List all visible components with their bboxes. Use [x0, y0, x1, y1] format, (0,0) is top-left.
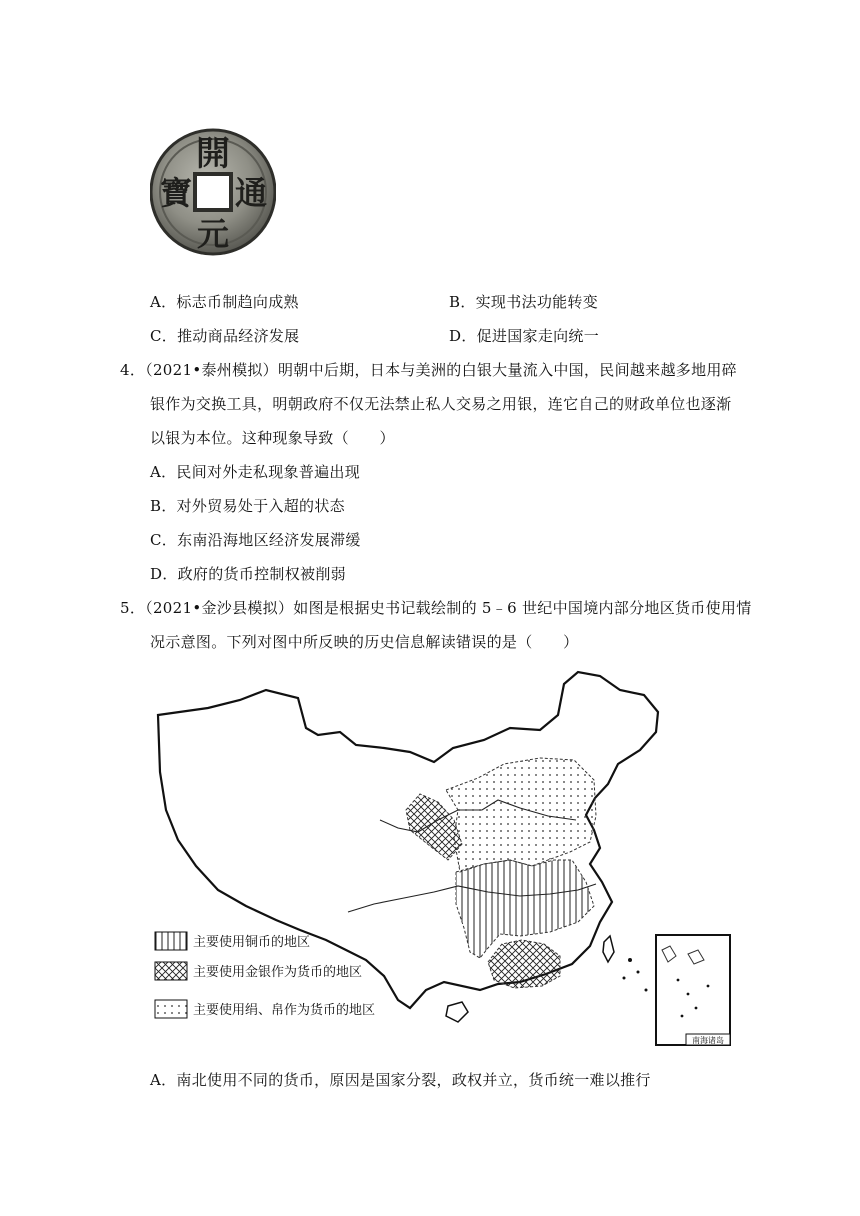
q5-stem-line-1: 5．（2021•金沙县模拟）如图是根据史书记载绘制的 5﹣6 世纪中国境内部分地区货币使用情 — [120, 599, 752, 617]
q4-option-c: C．东南沿海地区经济发展滞缓 — [150, 531, 361, 549]
inset-label: 南海诸岛 — [692, 1036, 724, 1045]
q5-option-a: A．南北使用不同的货币，原因是国家分裂，政权并立，货币统一难以推行 — [150, 1071, 651, 1089]
q4-stem-line-2: 银作为交换工具，明朝政府不仅无法禁止私人交易之用银，连它自己的财政单位也逐渐 — [150, 395, 732, 413]
q3-option-b: B．实现书法功能转变 — [449, 293, 599, 311]
q4-stem-line-3: 以银为本位。这种现象导致（ ） — [150, 429, 395, 447]
legend-silk: 主要使用绢、帛作为货币的地区 — [193, 1002, 376, 1017]
q5-stem-line-2: 况示意图。下列对图中所反映的历史信息解读错误的是（ ） — [150, 633, 579, 651]
coin-char-top: 開 — [196, 134, 230, 174]
hainan-island — [446, 1002, 468, 1022]
currency-usage-map — [148, 660, 738, 1055]
q4-stem-line-1: 4．（2021•泰州模拟）明朝中后期，日本与美洲的白银大量流入中国，民间越来越多地用碎 — [120, 361, 737, 379]
coin-char-bottom: 元 — [196, 215, 230, 253]
legend-copper: 主要使用铜币的地区 — [193, 934, 311, 949]
q4-option-d: D．政府的货币控制权被削弱 — [150, 565, 346, 583]
q3-option-c: C．推动商品经济发展 — [150, 327, 300, 345]
coin-char-left: 寶 — [159, 174, 193, 212]
q4-option-a: A．民间对外走私现象普遍出现 — [150, 463, 361, 481]
taiwan-island — [603, 936, 614, 962]
legend-gold-silver: 主要使用金银作为货币的地区 — [193, 964, 363, 979]
q3-option-d: D．促进国家走向统一 — [449, 327, 600, 345]
kaiyuan-coin-image — [150, 105, 276, 280]
coin-char-right: 通 — [234, 174, 268, 212]
q4-option-b: B．对外贸易处于入超的状态 — [150, 497, 345, 515]
q3-option-a: A．标志币制趋向成熟 — [150, 293, 299, 311]
